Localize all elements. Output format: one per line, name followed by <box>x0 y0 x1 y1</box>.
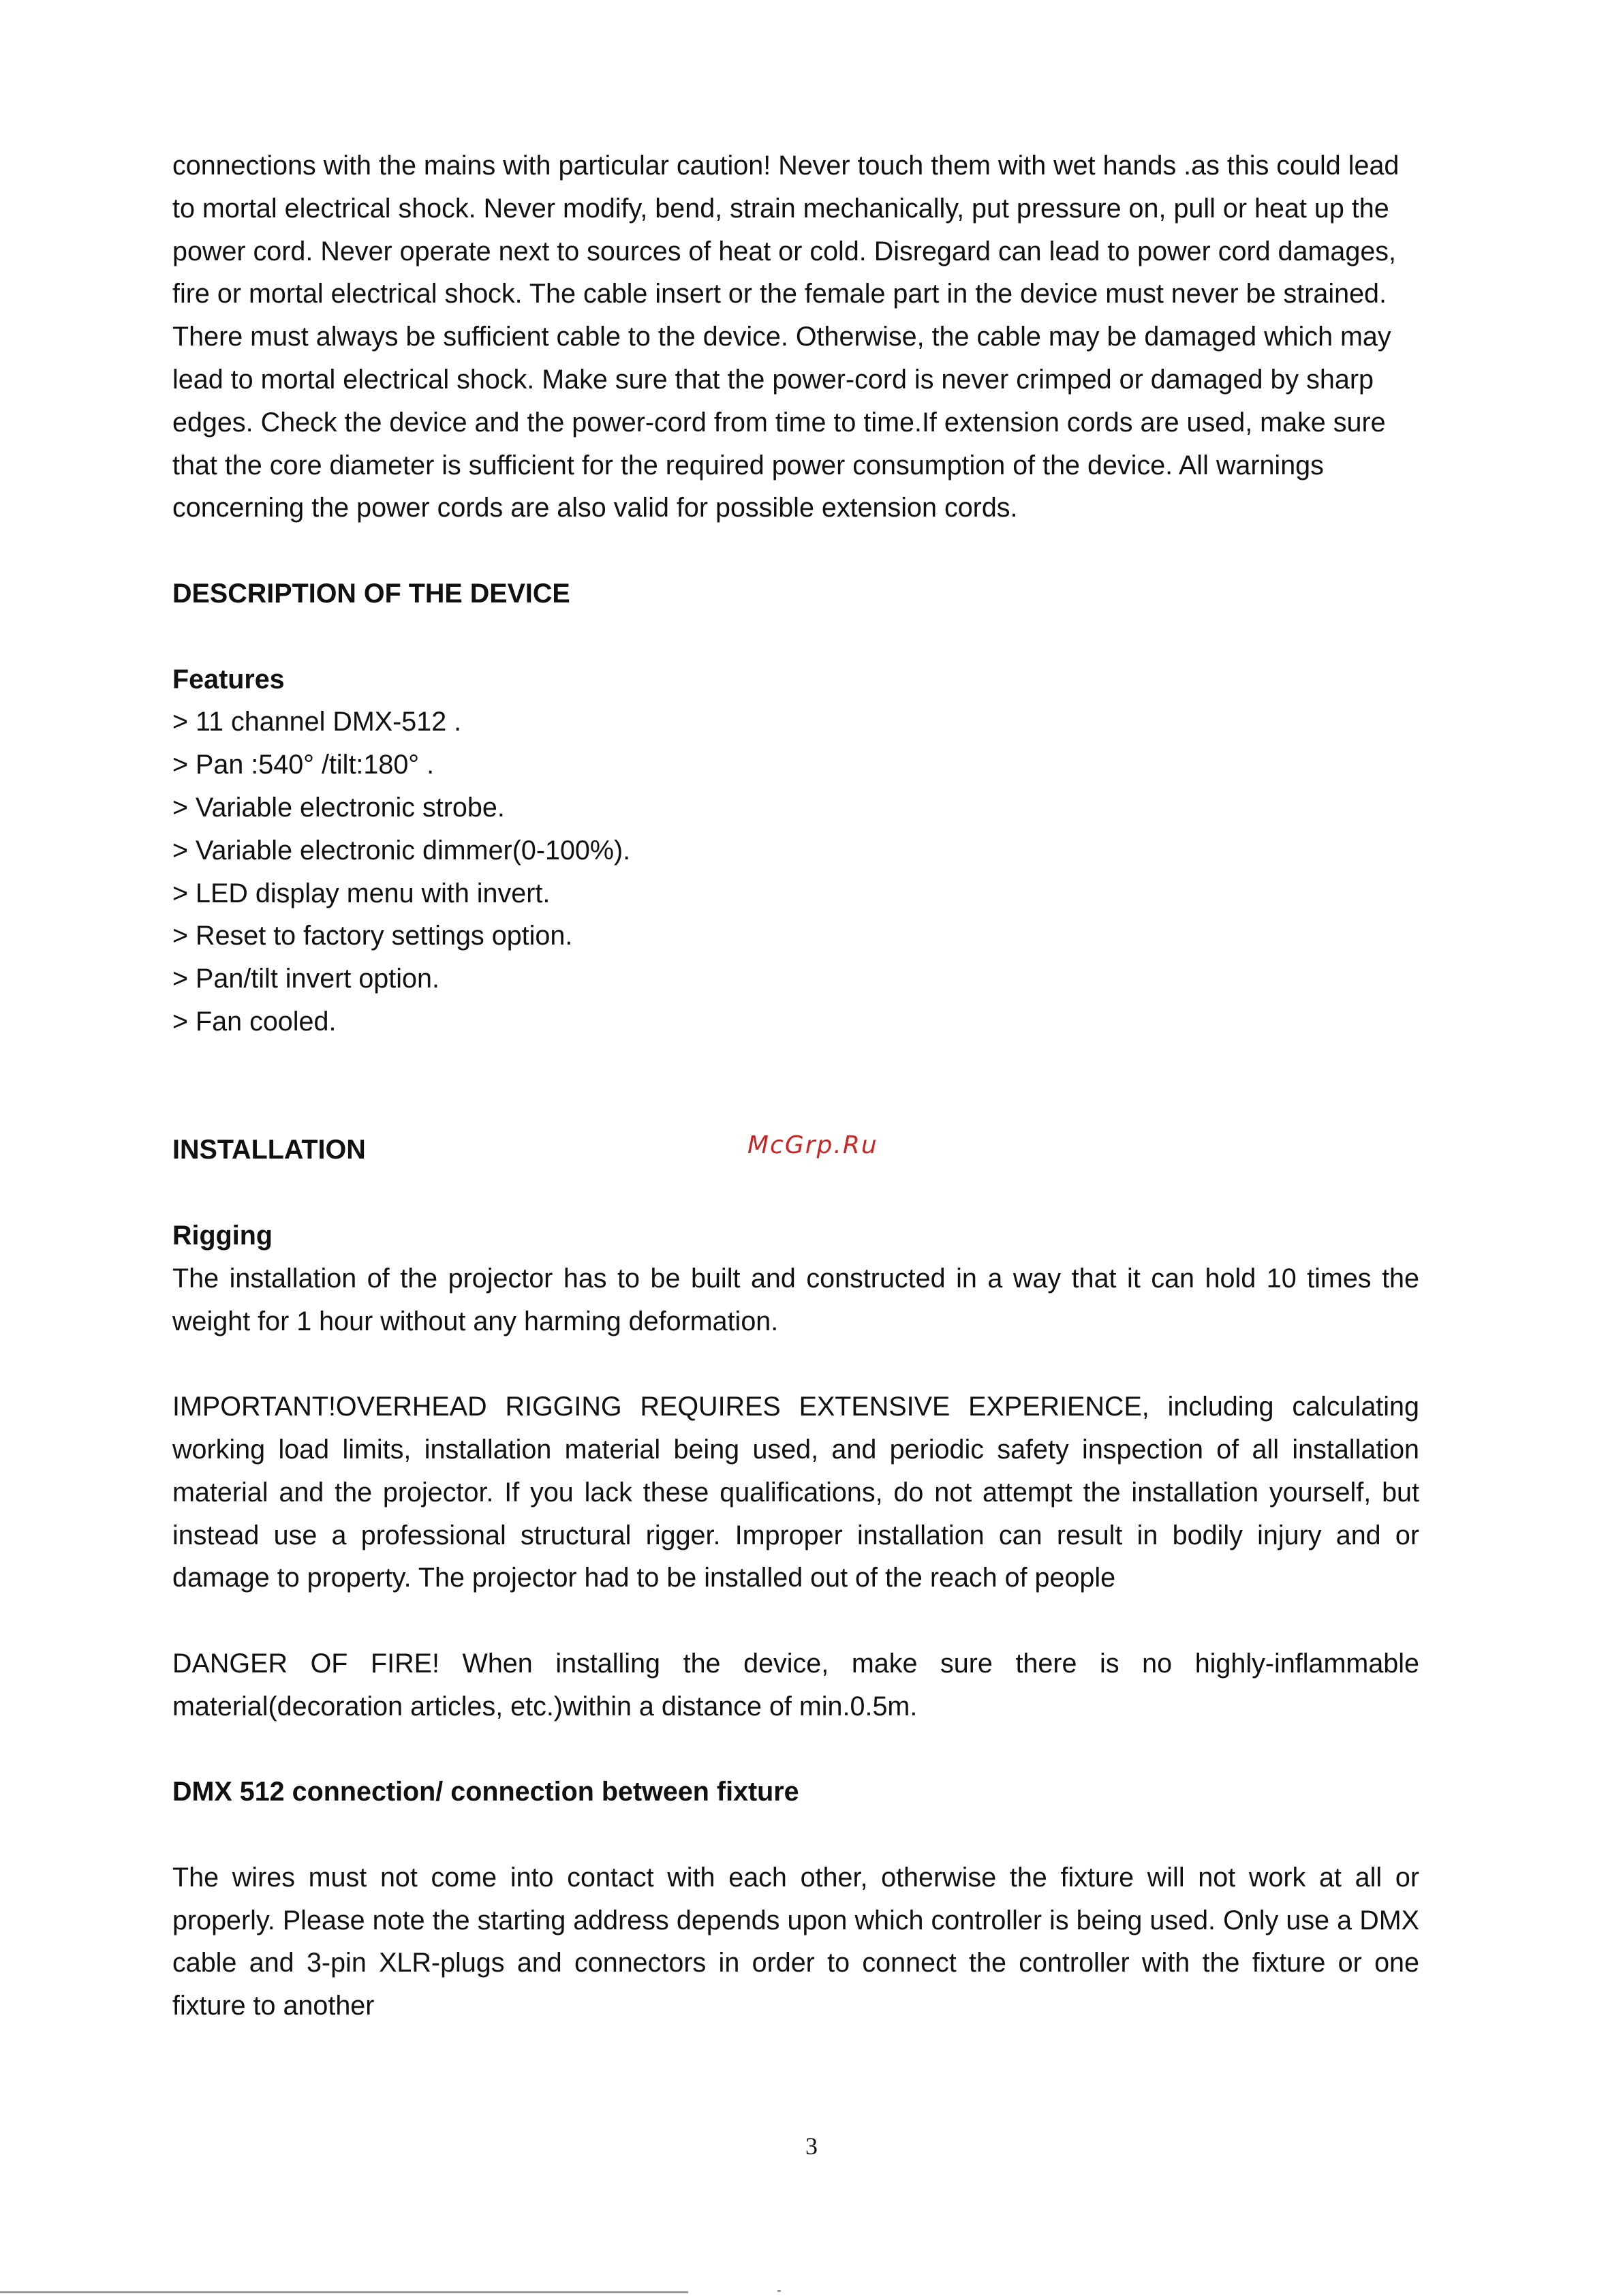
description-heading: DESCRIPTION OF THE DEVICE <box>172 578 570 609</box>
list-item: > 11 channel DMX-512 . <box>172 707 462 737</box>
page-number: 3 <box>805 2132 818 2160</box>
important-paragraph: IMPORTANT!OVERHEAD RIGGING REQUIRES EXTENSIVE EXPERIENCE, including calculating working load limits, installation material being used, and periodic safety inspection of all installation material and the projector. If you lack these qualifications, do not attempt the installation yourself, but instead use a professional structural rigger. Improper installation can result in bodily injury and or damage to property. The projector had to be installed out of the reach of people <box>172 1392 1419 1593</box>
features-heading: Features <box>172 664 285 694</box>
bottom-rule <box>0 2291 688 2293</box>
intro-line: that the core diameter is sufficient for the required power consumption of the device. All warnings <box>172 450 1324 480</box>
list-item: > Pan/tilt invert option. <box>172 964 439 994</box>
list-item: > LED display menu with invert. <box>172 878 551 908</box>
intro-line: There must always be sufficient cable to the device. Otherwise, the cable may be damaged which may <box>172 322 1391 352</box>
rigging-heading: Rigging <box>172 1220 273 1251</box>
dmx-heading: DMX 512 connection/ connection between fixture <box>172 1777 799 1807</box>
intro-line: edges. Check the device and the power-cord from time to time.If extension cords are used, make sure <box>172 407 1386 438</box>
list-item: > Reset to factory settings option. <box>172 921 573 951</box>
list-item: > Variable electronic dimmer(0-100%). <box>172 835 631 866</box>
installation-heading: INSTALLATION <box>172 1135 366 1165</box>
intro-paragraph <box>172 144 1419 530</box>
watermark: McGrp.Ru <box>747 1131 878 1159</box>
intro-line: connections with the mains with particular caution! Never touch them with wet hands .as this could lead <box>172 151 1400 181</box>
danger-paragraph: DANGER OF FIRE! When installing the device, make sure there is no highly-inflammable material(decoration articles, etc.)within a distance of min.0.5m. <box>172 1648 1419 1721</box>
intro-line: lead to mortal electrical shock. Make sure that the power-cord is never crimped or damaged by sharp <box>172 364 1374 395</box>
intro-line: power cord. Never operate next to sources of heat or cold. Disregard can lead to power cord damages, <box>172 236 1397 266</box>
intro-line: to mortal electrical shock. Never modify, bend, strain mechanically, put pressure on, pull or heat up the <box>172 193 1389 224</box>
intro-line: fire or mortal electrical shock. The cable insert or the female part in the device must never be strained. <box>172 279 1387 309</box>
intro-line: concerning the power cords are also valid for possible extension cords. <box>172 493 1018 523</box>
features-list <box>172 701 1419 1043</box>
list-item: > Pan :540° /tilt:180° . <box>172 750 435 780</box>
page-body <box>172 144 1419 2027</box>
list-item: > Fan cooled. <box>172 1006 337 1037</box>
dmx-paragraph: The wires must not come into contact with each other, otherwise the fixture will not work at all or properly. Please note the starting address depends upon which controller is being used. Only use a DMX cable and 3-pin XLR-plugs and connectors in order to connect the controller with the fixture or one fixture to another <box>172 1862 1419 2021</box>
bottom-mark <box>777 2290 781 2292</box>
rigging-paragraph: The installation of the projector has to be built and constructed in a way that it can hold 10 times the weight for 1 hour without any harming deformation. <box>172 1263 1419 1336</box>
list-item: > Variable electronic strobe. <box>172 792 505 823</box>
